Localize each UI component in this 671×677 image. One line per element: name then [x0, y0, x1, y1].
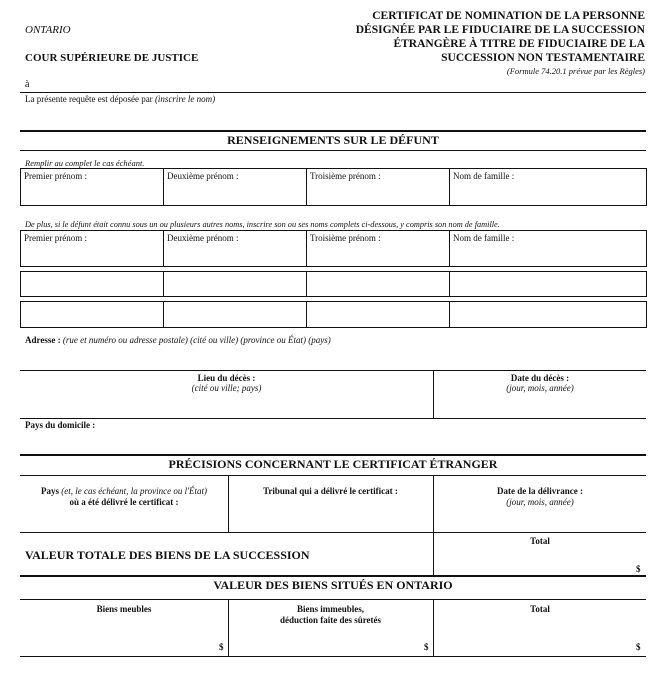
section-rule: [20, 130, 646, 132]
issue-date-hint: (jour, mois, année): [506, 497, 574, 507]
title-line-1: CERTIFICAT DE NOMINATION DE LA PERSONNE: [372, 10, 645, 22]
immovable-line-2: déduction faite des sûretés: [279, 615, 382, 625]
second-name-field[interactable]: Deuxième prénom :: [167, 171, 239, 181]
form-title: [325, 9, 645, 65]
total-value-dollar: $: [636, 564, 641, 574]
immovable-assets-input[interactable]: [232, 630, 417, 650]
divider: [163, 230, 164, 267]
court-name: COUR SUPÉRIEURE DE JUSTICE: [25, 52, 199, 64]
country-label-end: où a été délivré le certificat :: [69, 497, 179, 507]
divider: [306, 168, 307, 206]
immovable-assets-label: [228, 604, 433, 626]
address-hint: (rue et numéro ou adresse postale) (cité ou ville) (province ou État) (pays): [62, 335, 331, 345]
complete-note: Remplir au complet le cas échéant.: [25, 158, 145, 168]
section-rule: [20, 475, 646, 476]
other-first-name-field[interactable]: Premier prénom :: [24, 233, 87, 243]
total-value-label: VALEUR TOTALE DES BIENS DE LA SUCCESSION: [25, 548, 310, 562]
issuing-country-field[interactable]: [20, 486, 228, 508]
divider: [306, 230, 307, 267]
title-line-3: ÉTRANGÈRE À TITRE DE FIDUCIAIRE DE LA: [393, 38, 645, 50]
movable-assets-label: Biens meubles: [96, 604, 152, 614]
other-third-name-field[interactable]: Troisième prénom :: [310, 233, 381, 243]
title-line-4: SUCCESSION NON TESTAMENTAIRE: [441, 52, 645, 64]
other-second-name-field[interactable]: Deuxième prénom :: [167, 233, 239, 243]
divider: [306, 271, 307, 297]
immovable-line-1: Biens immeubles,: [296, 604, 364, 614]
section-rule: [20, 599, 646, 600]
issue-date-field[interactable]: [433, 486, 647, 508]
immovable-dollar: $: [424, 642, 429, 652]
form-reference: (Formule 74.20.1 prévue par les Règles): [506, 66, 645, 76]
section-rule: [20, 150, 646, 151]
other-surname-field[interactable]: Nom de famille :: [453, 233, 515, 243]
section-rule: [20, 575, 646, 577]
third-name-field[interactable]: Troisième prénom :: [310, 171, 381, 181]
date-of-death-label: Date du décès :: [510, 373, 570, 383]
province-label: ONTARIO: [25, 24, 71, 36]
date-of-death-hint: (jour, mois, année): [506, 383, 574, 393]
ontario-total-label: Total: [530, 604, 550, 614]
foreign-section-title: PRÉCISIONS CONCERNANT LE CERTIFICAT ÉTRANGER: [168, 457, 498, 471]
ontario-assets-title: VALEUR DES BIENS SITUÉS EN ONTARIO: [213, 578, 453, 592]
address-label: Adresse :: [25, 335, 61, 345]
tribunal-field[interactable]: Tribunal qui a délivré le certificat :: [263, 486, 398, 496]
a-line: [20, 92, 646, 93]
ontario-total-dollar: $: [636, 642, 641, 652]
other-names-note: De plus, si le défunt était connu sous un ou plusieurs autres noms, inscrire son ou ses noms complets ci-dessous, y compris son nom de famille.: [25, 220, 500, 229]
date-of-death-field[interactable]: [433, 373, 647, 393]
other-names-row[interactable]: [20, 301, 647, 328]
movable-assets-input[interactable]: [24, 630, 214, 650]
issue-date-label: Date de la délivrance :: [497, 486, 583, 496]
address-field[interactable]: [25, 335, 331, 345]
filed-by-label: La présente requête est déposée par: [25, 94, 153, 104]
rule: [20, 370, 646, 371]
divider: [449, 168, 450, 206]
first-name-field[interactable]: Premier prénom :: [24, 171, 87, 181]
bottom-rule: [20, 656, 646, 657]
rule: [20, 532, 646, 533]
divider: [163, 168, 164, 206]
movable-dollar: $: [219, 642, 224, 652]
filed-by: [25, 94, 215, 104]
country-label-start: Pays: [40, 486, 59, 496]
divider: [163, 301, 164, 328]
place-of-death-field[interactable]: [20, 373, 433, 393]
surname-field[interactable]: Nom de famille :: [453, 171, 515, 181]
deceased-section-title: RENSEIGNEMENTS SUR LE DÉFUNT: [227, 133, 439, 147]
ontario-total-input[interactable]: [437, 630, 632, 650]
total-value-input[interactable]: [437, 550, 632, 572]
title-line-2: DÉSIGNÉE PAR LE FIDUCIAIRE DE LA SUCCESSION: [355, 24, 645, 36]
total-value-column: Total: [530, 536, 550, 546]
place-of-death-label: Lieu du décès :: [197, 373, 256, 383]
domicile-field[interactable]: Pays du domicile :: [25, 420, 96, 430]
divider: [228, 475, 229, 532]
other-names-row[interactable]: [20, 271, 647, 297]
country-hint: (et, le cas échéant, la province ou l'État): [61, 486, 208, 496]
divider: [306, 301, 307, 328]
place-of-death-hint: (cité ou ville; pays): [191, 383, 262, 393]
divider: [163, 271, 164, 297]
divider: [449, 301, 450, 328]
a-label: à: [25, 79, 30, 90]
divider: [449, 230, 450, 267]
filed-by-input[interactable]: [256, 96, 646, 108]
filed-by-hint: (inscrire le nom): [154, 94, 216, 104]
rule: [20, 418, 646, 419]
section-rule: [20, 454, 646, 456]
divider: [449, 271, 450, 297]
